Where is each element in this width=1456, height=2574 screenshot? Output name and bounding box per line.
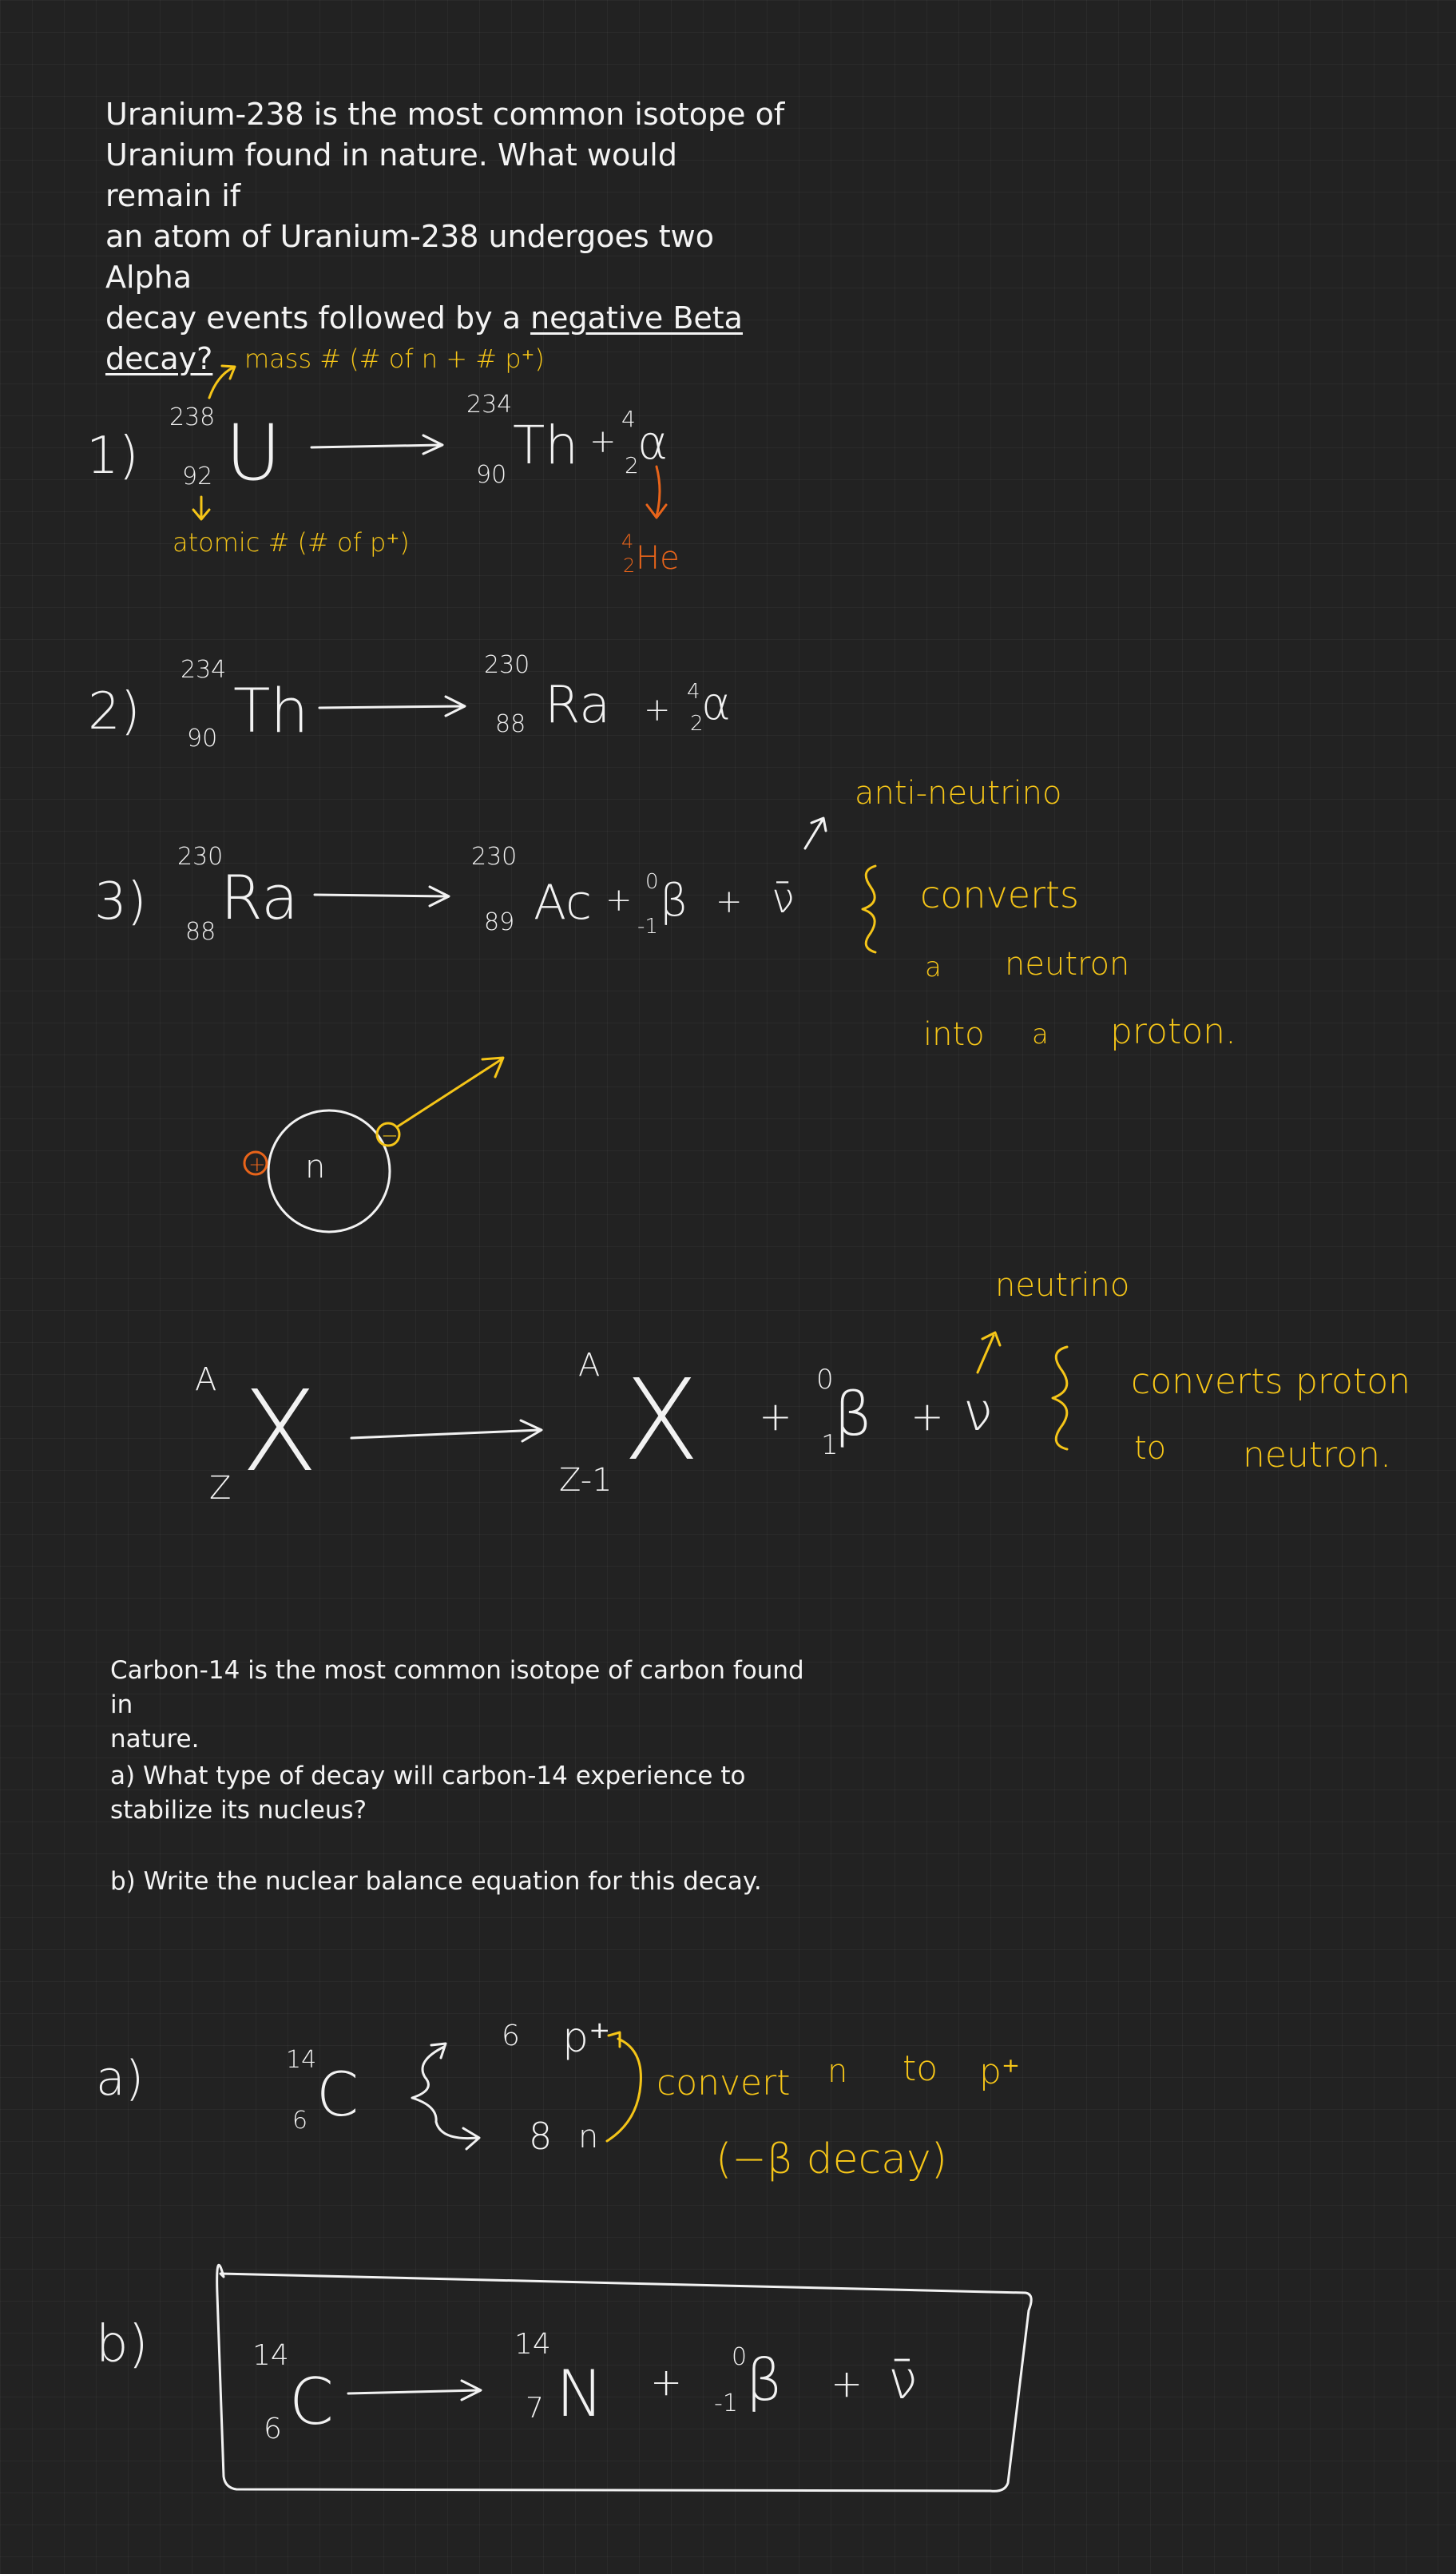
question-2-line: nature. [110,1725,200,1754]
question-2-line: Carbon-14 is the most common isotope of carbon found in [110,1656,804,1719]
mass-number: 0 [816,1364,834,1396]
atomic-number: 2 [690,712,704,736]
mass-number: 234 [466,391,513,419]
neutron-count: 8 [529,2115,553,2158]
mass-number: 4 [687,680,700,704]
mass-number: 14 [252,2339,289,2372]
note-text: (−β decay) [716,2135,948,2183]
atomic-number: 89 [484,908,515,936]
question-2-line: a) What type of decay will carbon-14 experience to [110,1762,746,1790]
plus-sign: + [589,423,617,460]
general-decay-equation [195,1267,1410,1507]
plus-sign: + [650,2360,683,2405]
mass-number: 230 [177,843,224,871]
mass-number: 230 [484,651,530,679]
note-text: converts [1131,1361,1283,1402]
mass-number: 0 [645,870,659,894]
atomic-number: 2 [623,554,636,577]
curly-brace [863,866,875,952]
note-text: n [827,2053,848,2090]
question-1-line: Uranium-238 is the most common isotope of [105,97,785,132]
answer-b [96,2265,1031,2491]
atomic-number: -1 [714,2389,738,2417]
mass-number: 4 [621,530,634,553]
reaction-arrow [315,887,449,906]
mass-number: 230 [471,843,518,871]
mass-note-arrow [209,366,235,398]
element-symbol: U [225,408,282,498]
element-symbol: Th [513,415,579,476]
step-2-equation [88,651,731,753]
helium-symbol: He [636,540,680,577]
mass-number: 234 [181,656,227,684]
note-text: to [1134,1430,1167,1467]
step-number: 2) [88,682,141,741]
conversion-arrow [607,2032,641,2141]
element-symbol: Ac [534,875,592,931]
atomic-number: 6 [292,2107,308,2135]
atomic-number: 88 [495,710,526,738]
answer-a [96,2014,1020,2183]
plus-sign: + [644,692,671,729]
note-text: a [925,951,942,983]
mass-note: mass # (# of n + # p⁺) [244,344,545,374]
plus-sign: + [759,1393,792,1440]
question-1-line-text: decay events followed by a [105,300,531,336]
element-symbol: C [316,2059,359,2130]
neutron-decay-diagram [244,1058,503,1232]
mass-number: 4 [621,406,636,432]
mass-number: 238 [169,403,216,431]
neutrino-arrow [978,1333,1000,1372]
step-number: 3) [94,872,147,931]
electron-trajectory-arrow [398,1058,503,1126]
mass-number: 14 [286,2046,317,2074]
element-symbol: N [556,2357,604,2431]
element-symbol: Th [233,675,309,746]
note-text: proton [1295,1361,1411,1402]
answer-label: a) [96,2051,145,2107]
alpha-symbol: α [701,678,731,730]
atomic-number: 6 [264,2413,282,2445]
atomic-number: -1 [637,915,658,939]
note-text: convert [657,2063,791,2103]
element-symbol: Ra [220,862,299,933]
curly-brace [1053,1347,1067,1449]
note-text: neutron [1005,946,1130,983]
atomic-note-arrow [193,497,209,519]
neutrino-label: neutrino [995,1267,1130,1304]
electron-sign: − [381,1124,399,1148]
question-2-line: stabilize its nucleus? [110,1796,367,1825]
element-symbol: X [241,1367,318,1497]
element-symbol: Ra [545,676,611,735]
note-text: into [923,1016,985,1053]
nucleus-circle [268,1110,390,1232]
beta-symbol: β [746,2346,783,2413]
atomic-number: 90 [476,461,507,489]
beta-symbol: β [834,1378,873,1449]
atomic-number: Z-1 [559,1462,613,1499]
plus-sign: + [831,2361,863,2406]
atomic-number: 7 [526,2392,544,2425]
mass-number: 0 [732,2343,748,2371]
mass-number: A [578,1347,601,1384]
antineutrino-symbol: ν̄ [888,2350,918,2411]
underlined-phrase: decay? [105,341,213,376]
antineutrino-label: anti-neutrino [855,775,1062,812]
antineutrino-arrow [805,818,826,848]
step-3-equation [94,775,1236,1053]
atomic-number: 1 [821,1429,839,1461]
question-1-line: Uranium found in nature. What would remain if [105,137,677,213]
reaction-arrow [319,697,465,716]
atomic-number: 88 [185,918,216,946]
atomic-number: 90 [187,725,218,753]
atomic-number: 92 [182,463,213,491]
proton-sign: + [248,1153,266,1177]
proton-count: 6 [502,2020,520,2052]
note-text: proton. [1110,1011,1237,1052]
note-text: to [903,2048,938,2089]
mass-number: 14 [514,2328,551,2361]
beta-symbol: β [660,875,688,927]
step-1-equation [86,344,680,577]
step-number: 1) [86,427,139,486]
element-symbol: C [289,2365,334,2439]
alpha-symbol: α [637,415,668,470]
neutrino-symbol: ν [963,1381,993,1443]
mass-number: A [195,1361,217,1398]
alpha-to-helium-arrow [647,467,666,518]
question-2-line: b) Write the nuclear balance equation for this decay. [110,1867,762,1896]
note-text: neutron. [1243,1435,1392,1476]
element-symbol: X [623,1356,700,1486]
split-arrows [412,2044,479,2149]
note-text: a [1032,1019,1049,1051]
answer-label: b) [96,2315,149,2374]
plus-sign: + [910,1393,944,1440]
neutron-symbol: n [578,2119,599,2155]
atomic-number: 2 [625,452,639,479]
question-1-line: an atom of Uranium-238 undergoes two Alpha [105,219,714,295]
plus-sign: + [716,884,743,920]
atomic-number: Z [209,1470,232,1507]
note-text: converts [920,873,1080,916]
antineutrino-symbol: ν̄ [772,875,795,923]
underlined-phrase: negative Beta [530,300,743,336]
note-text: p⁺ [979,2052,1021,2092]
reaction-arrow [311,435,442,454]
proton-symbol: p⁺ [562,2014,611,2062]
reaction-arrow [348,2381,481,2400]
atomic-note: atomic # (# of p⁺) [173,527,410,558]
nucleus-label: n [305,1149,326,1186]
plus-sign: + [605,882,633,919]
reaction-arrow [351,1420,542,1441]
